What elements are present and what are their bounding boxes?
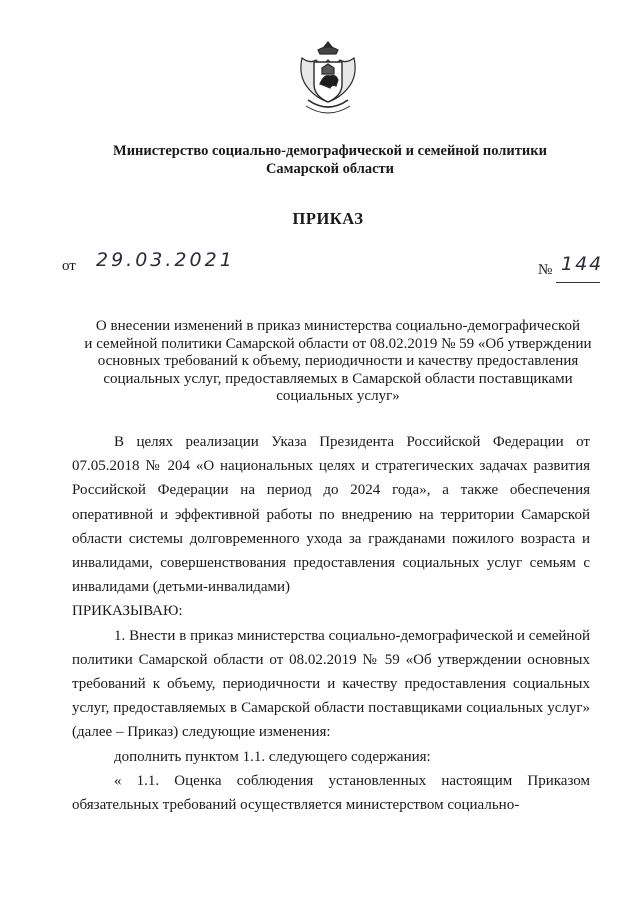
item-1-paragraph: 1. Внести в приказ министерства социально-демографической и семейной политики Самарской области от 08.02.2019 № 59 «Об утверждении основных требований к объему, периодичности и качеству предоставления социальных услуг, предоставляемых в Самарской области поставщиками социальных услуг» (далее – Приказ) следующие изменения: — [72, 627, 590, 741]
order-word: ПРИКАЗЫВАЮ: — [72, 603, 183, 620]
handwritten-date: 29.03.2021 — [96, 249, 235, 271]
ministry-name — [70, 142, 590, 178]
order-body — [72, 430, 590, 817]
ministry-name-line2: Самарской области — [265, 161, 395, 177]
quoted-item-1-1: « 1.1. Оценка соблюдения установленных настоящим Приказом обязательных требований осуществляется министерством социально- — [72, 772, 590, 814]
subject-line: и семейной политики Самарской области от 08.02.2019 № 59 «Об утверждении — [84, 335, 592, 352]
ministry-name-line1: Министерство социально-демографической и семейной политики — [113, 143, 547, 159]
date-prefix: от — [62, 258, 76, 274]
document-type-title: ПРИКАЗ — [292, 209, 364, 228]
number-underline — [556, 282, 600, 283]
preamble-paragraph: В целях реализации Указа Президента Российской Федерации от 07.05.2018 № 204 «О национальных целях и стратегических задачах развития Российской Федерации на период до 2024 года», а также обеспечения оперативной и эффективной работы по внедрению на территории Самарской области системы долговременного ухода за гражданами пожилого возраста и инвалидами, совершенствования предоставления социальных услуг семьям с инвалидами (детьми-инвалидами) — [72, 434, 590, 596]
subject-line: основных требований к объему, периодичности и качеству предоставления — [97, 353, 579, 369]
handwritten-number: 144 — [561, 253, 604, 275]
order-subject — [58, 318, 618, 406]
subject-line: социальных услуг» — [276, 388, 400, 404]
subject-line: О внесении изменений в приказ министерства социально-демографической — [95, 318, 581, 334]
subject-line: социальных услуг, предоставляемых в Самарской области поставщиками — [103, 370, 573, 387]
coat-of-arms-icon — [296, 40, 360, 116]
item-1-sub-paragraph: дополнить пунктом 1.1. следующего содержания: — [114, 748, 431, 765]
number-prefix: № — [538, 262, 553, 278]
